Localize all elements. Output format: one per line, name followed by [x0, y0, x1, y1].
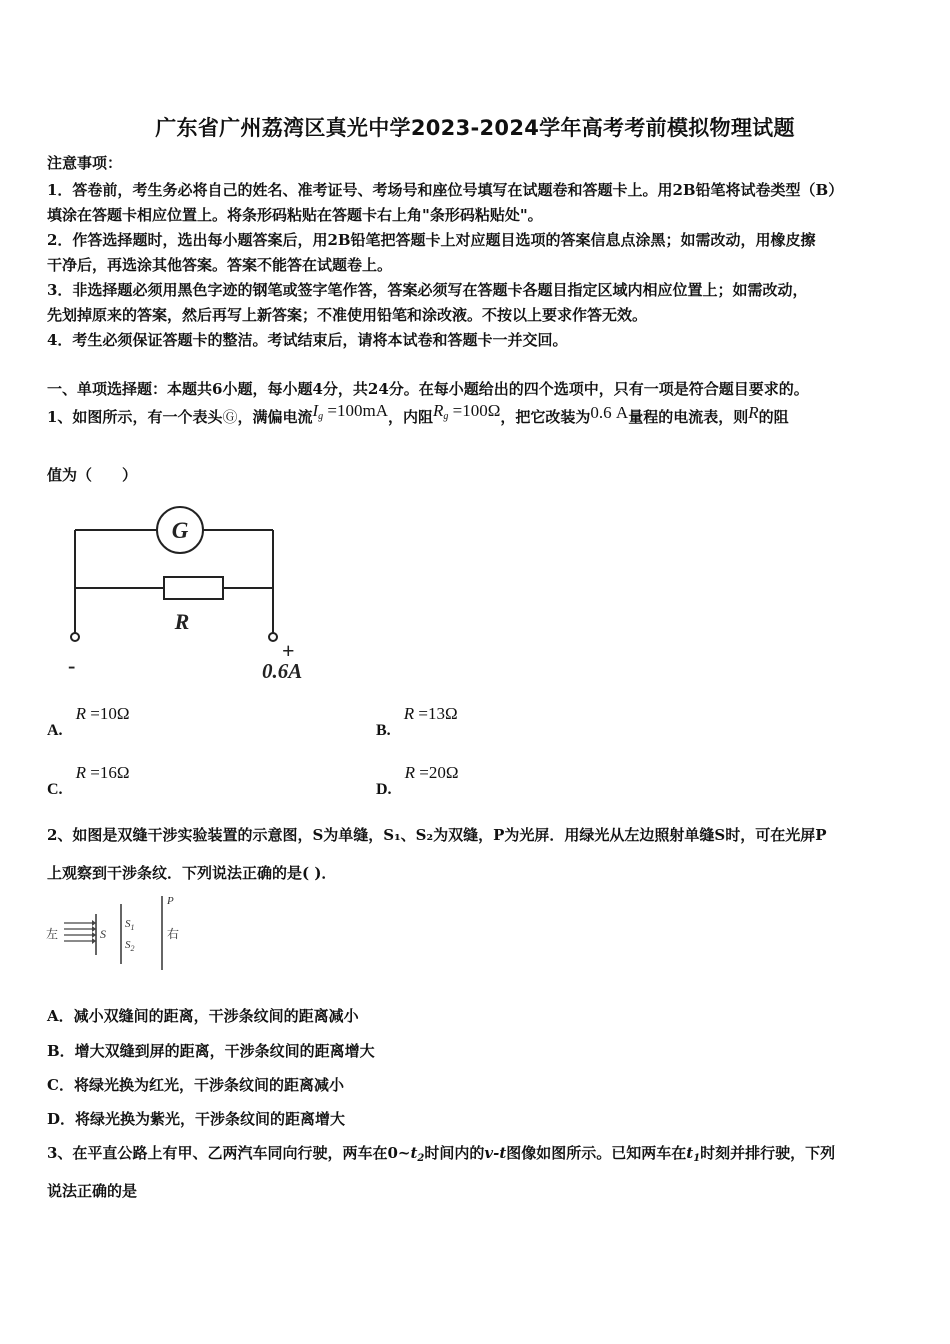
resistor-box	[164, 577, 223, 599]
q2-double-slit-figure	[42, 892, 192, 974]
question-1-text: 1、如图所示，有一个表头Ⓖ，满偏电流$I_g =100mA$，内阻$R_g =100\Omega$，把它改装为0.6 A量程的电流表，则R的阻	[47, 401, 789, 426]
option-b[interactable]: B. R =13Ω	[376, 704, 458, 739]
terminal-positive	[269, 633, 277, 641]
notice-line: 干净后，再选涂其他答案。答案不能答在试题卷上。	[47, 256, 393, 274]
minus-label: -	[68, 653, 76, 678]
notice-heading: 注意事项：	[47, 154, 123, 172]
left-label: 左	[46, 927, 59, 941]
screen-p-label: P	[167, 895, 174, 907]
terminal-negative	[71, 633, 79, 641]
question-1-text-line2: 值为（ ）	[47, 466, 138, 484]
slit-s1-label: $S_1$	[125, 918, 135, 932]
notice-line: 填涂在答题卡相应位置上。将条形码粘贴在答题卡右上角"条形码粘贴处"。	[47, 206, 543, 224]
galvanometer-symbol: Ⓖ	[222, 408, 238, 426]
section-heading: 一、单项选择题：本题共6小题，每小题4分，共24分。在每小题给出的四个选项中，只有一项是符合题目要求的。	[47, 380, 809, 398]
q1-circuit-figure	[60, 500, 340, 690]
notice-line: 4．考生必须保证答题卡的整洁。考试结束后，请将本试卷和答题卡一并交回。	[47, 331, 568, 349]
question-2-text-line2: 上观察到干涉条纹．下列说法正确的是( )．	[47, 864, 337, 882]
resistor-label: R	[174, 609, 190, 634]
question-3-text: 3、在平直公路上有甲、乙两汽车同向行驶，两车在$0\sim t_2$时间内的v-t图像如图所示。已知两车在$t_1$时刻并排行驶，下列	[47, 1144, 836, 1164]
slit-s-label: S	[100, 927, 106, 941]
q2-option-a[interactable]: A．减小双缝间的距离，干涉条纹间的距离减小	[47, 1007, 359, 1025]
notice-line: 先划掉原来的答案，然后再写上新答案；不准使用铅笔和涂改液。不按以上要求作答无效。	[47, 306, 648, 324]
q2-option-d[interactable]: D．将绿光换为紫光，干涉条纹间的距离增大	[47, 1110, 346, 1128]
notice-line: 3．非选择题必须用黑色字迹的钢笔或签字笔作答，答案必须写在答题卡各题目指定区域内相应位置上；如需改动，	[47, 281, 808, 299]
q2-option-c[interactable]: C．将绿光换为红光，干涉条纹间的距离减小	[47, 1076, 344, 1094]
plus-label: +	[282, 638, 295, 663]
slit-s2-label: $S_2$	[125, 939, 135, 953]
option-c[interactable]: C. R =16Ω	[47, 763, 130, 798]
notice-line: 1．答卷前，考生务必将自己的姓名、准考证号、考场号和座位号填写在试题卷和答题卡上。用2B铅笔将试卷类型（B）	[47, 181, 844, 199]
galvanometer-label: G	[171, 518, 189, 543]
option-d[interactable]: D. R =20Ω	[376, 763, 459, 798]
option-a[interactable]: A. R =10Ω	[47, 704, 130, 739]
right-label: 右	[167, 927, 180, 941]
range-label: 0.6A	[262, 659, 303, 683]
question-3-text-line2: 说法正确的是	[47, 1182, 138, 1200]
page-title: 广东省广州荔湾区真光中学2023-2024学年高考考前模拟物理试题	[155, 116, 795, 140]
q2-option-b[interactable]: B．增大双缝到屏的距离，干涉条纹间的距离增大	[47, 1042, 375, 1060]
notice-line: 2．作答选择题时，选出每小题答案后，用2B铅笔把答题卡上对应题目选项的答案信息点涂黑；如需改动，用橡皮擦	[47, 231, 816, 249]
question-2-text: 2、如图是双缝干涉实验装置的示意图，S为单缝，S₁、S₂为双缝，P为光屏．用绿光从左边照射单缝S时，可在光屏P	[47, 826, 827, 844]
